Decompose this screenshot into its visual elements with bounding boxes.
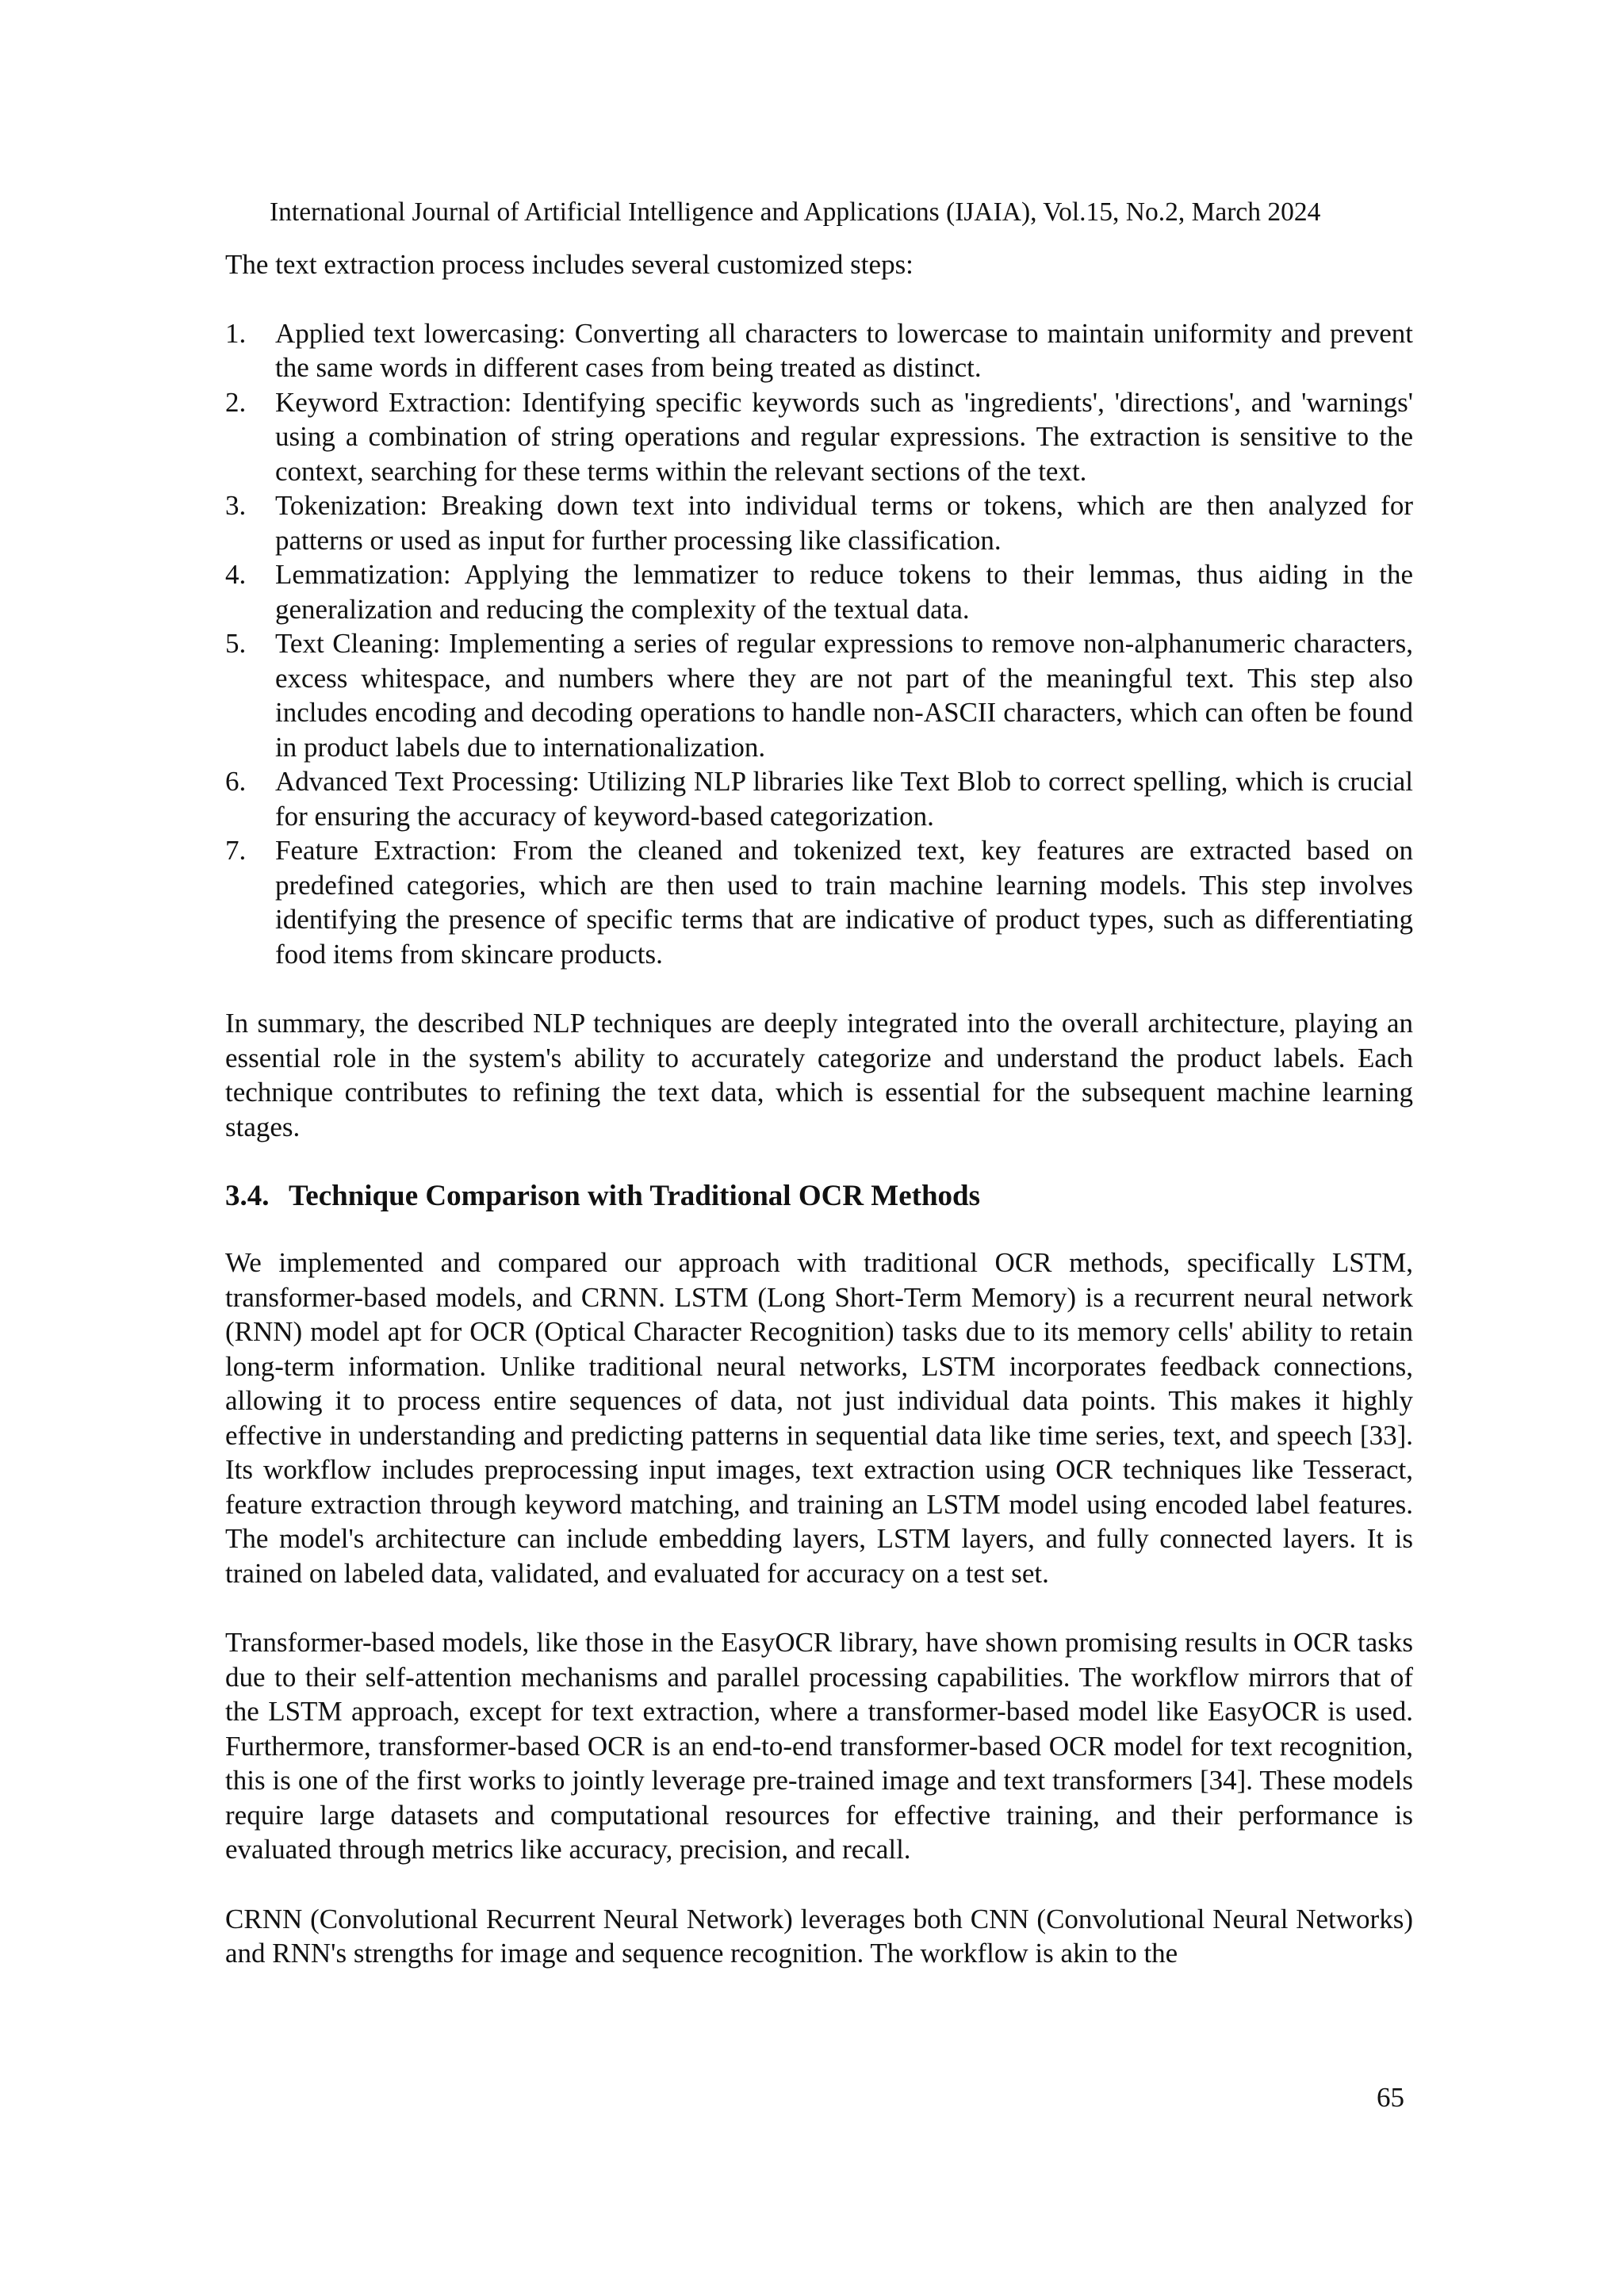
section-heading xyxy=(225,1179,1413,1214)
list-item xyxy=(225,833,1413,971)
running-header: International Journal of Artificial Intelligence and Applications (IJAIA), Vol.15, No.2, March 2024 xyxy=(270,197,1321,227)
list-item-text: Tokenization: Breaking down text into individual terms or tokens, which are then analyzed for patterns or used as input for further processing like classification. xyxy=(275,490,1413,556)
list-item xyxy=(225,764,1413,833)
section-number: 3.4. xyxy=(225,1180,270,1212)
list-item xyxy=(225,488,1413,557)
intro-paragraph: The text extraction process includes several customized steps: xyxy=(225,249,914,280)
list-item-number: 3. xyxy=(225,490,247,521)
list-item-text: Applied text lowercasing: Converting all characters to lowercase to maintain uniformity and prevent the same words in different cases from being treated as distinct. xyxy=(275,317,1413,383)
list-item-number: 5. xyxy=(225,628,247,659)
page-body xyxy=(225,247,1413,1971)
page-number: 65 xyxy=(1377,2082,1404,2113)
list-item-text: Feature Extraction: From the cleaned and tokenized text, key features are extracted based on predefined categories, which are then used to train machine learning models. This step involves identifying the presence of specific terms that are indicative of product types, such as differentiating food items from skincare products. xyxy=(275,835,1413,970)
list-item-number: 6. xyxy=(225,766,247,797)
body-paragraph: Transformer-based models, like those in the EasyOCR library, have shown promising results in OCR tasks due to their self-attention mechanisms and parallel processing capabilities. The workflow mirrors that of the LSTM approach, except for text extraction, where a transformer-based model like EasyOCR is used. Furthermore, transformer-based OCR is an end-to-end transformer-based OCR model for text recognition, this is one of the first works to jointly leverage pre-trained image and text transformers [34]. These models require large datasets and computational resources for effective training, and their performance is evaluated through metrics like accuracy, precision, and recall. xyxy=(225,1627,1413,1865)
list-item-number: 7. xyxy=(225,835,247,866)
list-item-text: Keyword Extraction: Identifying specific keywords such as 'ingredients', 'directions', and 'warnings' using a combination of string operations and regular expressions. The extraction is sensitive to the context, searching for these terms within the relevant sections of the text. xyxy=(275,386,1413,487)
section-title: Technique Comparison with Traditional OCR Methods xyxy=(289,1180,981,1212)
body-paragraph: CRNN (Convolutional Recurrent Neural Network) leverages both CNN (Convolutional Neural Networks) and RNN's strengths for image and sequence recognition. The workflow is akin to the xyxy=(225,1903,1413,1969)
list-item-number: 4. xyxy=(225,559,247,590)
body-paragraph: We implemented and compared our approach with traditional OCR methods, specifically LSTM, transformer-based models, and CRNN. LSTM (Long Short-Term Memory) is a recurrent neural network (RNN) model apt for OCR (Optical Character Recognition) tasks due to its memory cells' ability to retain long-term information. Unlike traditional neural networks, LSTM incorporates feedback connections, allowing it to process entire sequences of data, not just individual data points. This makes it highly effective in understanding and predicting patterns in sequential data like time series, text, and speech [33]. Its workflow includes preprocessing input images, text extraction using OCR techniques like Tesseract, feature extraction through keyword matching, and training an LSTM model using encoded label features. The model's architecture can include embedding layers, LSTM layers, and fully connected layers. It is trained on labeled data, validated, and evaluated for accuracy on a test set. xyxy=(225,1247,1413,1589)
list-item-number: 2. xyxy=(225,386,247,418)
list-item xyxy=(225,557,1413,626)
list-item xyxy=(225,626,1413,764)
list-item-text: Lemmatization: Applying the lemmatizer to reduce tokens to their lemmas, thus aiding in the generalization and reducing the complexity of the textual data. xyxy=(275,559,1413,625)
list-item xyxy=(225,385,1413,489)
summary-paragraph: In summary, the described NLP techniques are deeply integrated into the overall architecture, playing an essential role in the system's ability to accurately categorize and understand the product labels. Each technique contributes to refining the text data, which is essential for the subsequent machine learning stages. xyxy=(225,1008,1413,1142)
list-item-number: 1. xyxy=(225,317,247,349)
list-item-text: Text Cleaning: Implementing a series of regular expressions to remove non-alphanumeric characters, excess whitespace, and numbers where they are not part of the meaningful text. This step also includes encoding and decoding operations to handle non-ASCII characters, which can often be found in product labels due to internationalization. xyxy=(275,628,1413,763)
extraction-steps-list xyxy=(225,316,1413,972)
list-item xyxy=(225,316,1413,385)
list-item-text: Advanced Text Processing: Utilizing NLP libraries like Text Blob to correct spelling, which is crucial for ensuring the accuracy of keyword-based categorization. xyxy=(275,766,1413,832)
